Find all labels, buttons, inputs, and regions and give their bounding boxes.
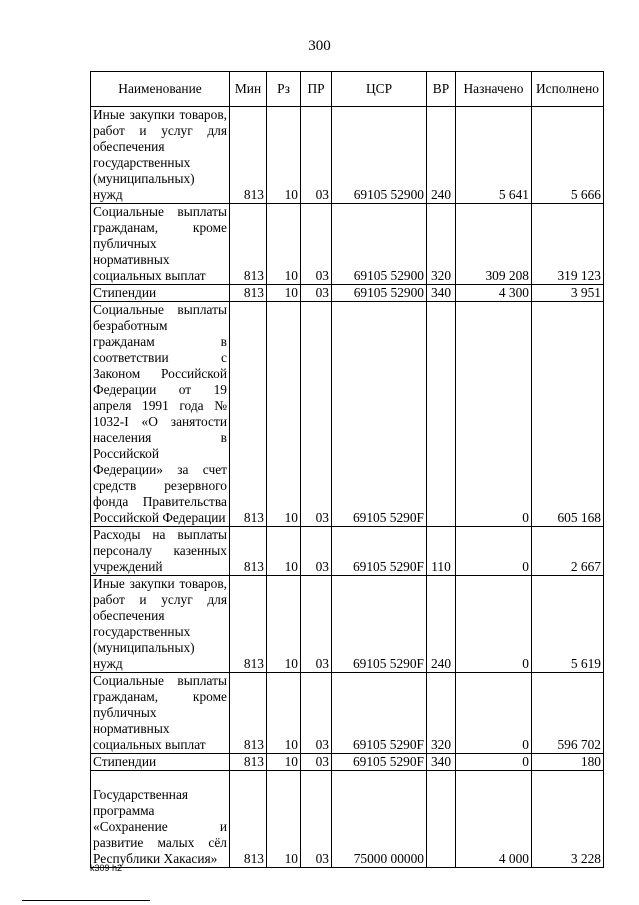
row-executed: 2 667 [532, 527, 604, 576]
row-assigned: 4 000 [456, 771, 532, 868]
row-rz: 10 [267, 527, 301, 576]
row-min: 813 [230, 673, 267, 754]
row-vr: 340 [427, 754, 456, 771]
row-rz: 10 [267, 673, 301, 754]
row-name-cell [91, 771, 230, 868]
row-assigned: 0 [456, 302, 532, 527]
row-rz: 10 [267, 285, 301, 302]
row-name-cell [91, 107, 230, 204]
row-min: 813 [230, 302, 267, 527]
col-header-vr: ВР [427, 72, 456, 107]
row-min: 813 [230, 285, 267, 302]
table-row [91, 527, 604, 576]
table-row [91, 302, 604, 527]
col-header-name: Наименование [91, 72, 230, 107]
row-csr: 75000 00000 [332, 771, 427, 868]
row-name-cell [91, 754, 230, 771]
row-assigned: 4 300 [456, 285, 532, 302]
table-row [91, 285, 604, 302]
row-rz: 10 [267, 107, 301, 204]
row-assigned: 309 208 [456, 204, 532, 285]
row-name-cell [91, 285, 230, 302]
row-csr: 69105 5290F [332, 302, 427, 527]
table-row [91, 107, 604, 204]
row-name: Стипендии [93, 285, 157, 300]
row-executed: 3 228 [532, 771, 604, 868]
col-header-rz: Рз [267, 72, 301, 107]
row-name: Расходы на выплаты персоналу казенных учреждений [93, 527, 227, 574]
row-min: 813 [230, 204, 267, 285]
row-csr: 69105 5290F [332, 527, 427, 576]
row-rz: 10 [267, 754, 301, 771]
row-pr: 03 [301, 302, 332, 527]
row-name: Стипендии [93, 754, 157, 769]
row-pr: 03 [301, 771, 332, 868]
row-min: 813 [230, 107, 267, 204]
row-vr: 240 [427, 107, 456, 204]
table-row [91, 673, 604, 754]
row-min: 813 [230, 527, 267, 576]
table-row [91, 754, 604, 771]
row-csr: 69105 52900 [332, 107, 427, 204]
footer-divider [22, 900, 150, 901]
row-executed: 605 168 [532, 302, 604, 527]
row-name-cell [91, 204, 230, 285]
row-name: Социальные выплаты безработным гражданам в соответствии с Законом Российской Федерации от 19 апреля 1991 года № 1032-I «О занятости населения в Российской Федерации» за счет средств резервного фонда Правительства Российской Федерации [93, 302, 227, 525]
row-csr: 69105 5290F [332, 576, 427, 673]
budget-table [90, 71, 604, 868]
row-name-cell [91, 673, 230, 754]
row-executed: 3 951 [532, 285, 604, 302]
row-rz: 10 [267, 576, 301, 673]
row-vr [427, 302, 456, 527]
row-pr: 03 [301, 285, 332, 302]
table-row [91, 204, 604, 285]
row-executed: 596 702 [532, 673, 604, 754]
row-executed: 180 [532, 754, 604, 771]
col-header-assigned: Назначено [456, 72, 532, 107]
row-name-cell [91, 576, 230, 673]
row-name: Государственная программа «Сохранение и развитие малых сёл Республики Хакасия» [93, 787, 227, 866]
row-csr: 69105 5290F [332, 754, 427, 771]
row-vr: 320 [427, 673, 456, 754]
row-min: 813 [230, 771, 267, 868]
row-min: 813 [230, 576, 267, 673]
row-executed: 5 619 [532, 576, 604, 673]
row-executed: 5 666 [532, 107, 604, 204]
footer-code: k309 h2 [90, 863, 123, 873]
row-csr: 69105 5290F [332, 673, 427, 754]
row-pr: 03 [301, 576, 332, 673]
page-number: 300 [308, 38, 331, 54]
row-rz: 10 [267, 771, 301, 868]
row-name: Иные закупки товаров, работ и услуг для обеспечения государственных (муниципальных) нужд [93, 107, 227, 202]
col-header-pr: ПР [301, 72, 332, 107]
row-name-cell [91, 527, 230, 576]
row-vr: 110 [427, 527, 456, 576]
row-assigned: 0 [456, 754, 532, 771]
row-assigned: 0 [456, 576, 532, 673]
row-assigned: 5 641 [456, 107, 532, 204]
row-vr: 320 [427, 204, 456, 285]
row-assigned: 0 [456, 527, 532, 576]
row-assigned: 0 [456, 673, 532, 754]
row-name: Социальные выплаты гражданам, кроме публичных нормативных социальных выплат [93, 673, 227, 752]
row-rz: 10 [267, 302, 301, 527]
row-pr: 03 [301, 673, 332, 754]
row-pr: 03 [301, 107, 332, 204]
col-header-executed: Исполнено [532, 72, 604, 107]
row-vr: 240 [427, 576, 456, 673]
row-pr: 03 [301, 527, 332, 576]
row-csr: 69105 52900 [332, 204, 427, 285]
row-rz: 10 [267, 204, 301, 285]
col-header-csr: ЦСР [332, 72, 427, 107]
row-pr: 03 [301, 754, 332, 771]
header-row [91, 72, 604, 107]
row-name: Социальные выплаты гражданам, кроме публичных нормативных социальных выплат [93, 204, 227, 283]
table-row [91, 771, 604, 868]
row-vr [427, 771, 456, 868]
row-name: Иные закупки товаров, работ и услуг для обеспечения государственных (муниципальных) нужд [93, 576, 227, 671]
col-header-min: Мин [230, 72, 267, 107]
row-min: 813 [230, 754, 267, 771]
table-row [91, 576, 604, 673]
row-pr: 03 [301, 204, 332, 285]
row-executed: 319 123 [532, 204, 604, 285]
row-vr: 340 [427, 285, 456, 302]
row-name-cell [91, 302, 230, 527]
row-csr: 69105 52900 [332, 285, 427, 302]
